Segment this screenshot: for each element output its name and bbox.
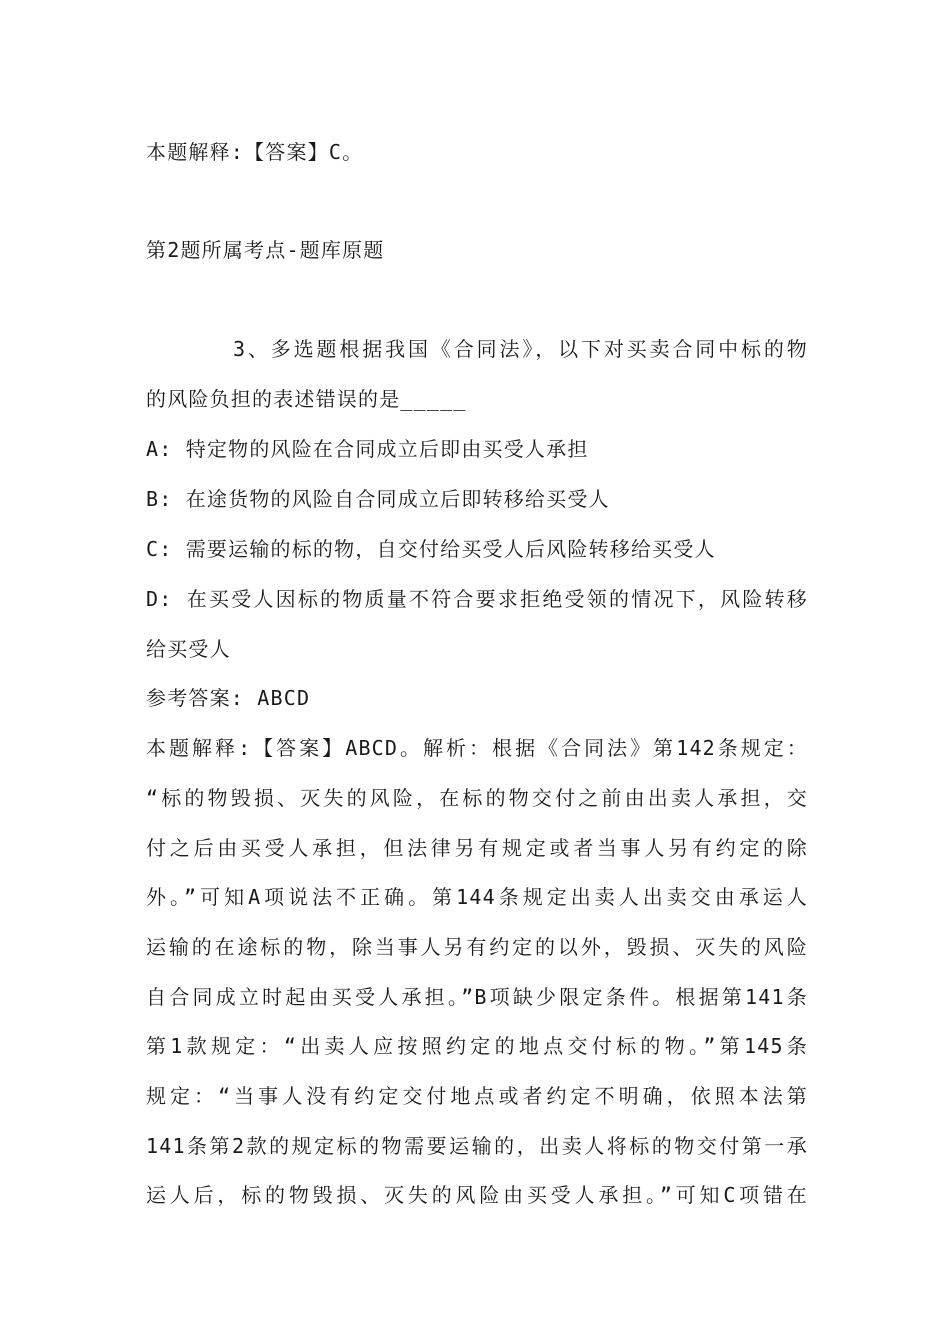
explanation-line: 本题解释:【答案】ABCD。解析：根据《合同法》第142条规定：	[146, 736, 808, 760]
question-2-source: 第2题所属考点-题库原题	[146, 238, 385, 262]
option-b: B: 在途货物的风险自合同成立后即转移给买受人	[146, 487, 610, 511]
option-d-line-2: 给买受人	[146, 637, 231, 661]
explanation-line: 自合同成立时起由买受人承担。”B项缺少限定条件。根据第141条	[146, 985, 808, 1009]
question-3-stem-line-2: 的风险负担的表述错误的是_____	[146, 387, 467, 411]
question-3-stem-line-1: 3、多选题根据我国《合同法》，以下对买卖合同中标的物	[233, 337, 808, 361]
explanation-line: “标的物毁损、灭失的风险，在标的物交付之前由出卖人承担，交	[146, 786, 808, 810]
explanation-line: 付之后由买受人承担，但法律另有规定或者当事人另有约定的除	[146, 836, 808, 860]
option-a: A: 特定物的风险在合同成立后即由买受人承担	[146, 437, 589, 461]
explanation-line: 外。”可知A项说法不正确。第144条规定出卖人出卖交由承运人	[146, 885, 808, 909]
explanation-line: 第1款规定：“出卖人应按照约定的地点交付标的物。”第145条	[146, 1034, 808, 1058]
explanation-line: 运输的在途标的物，除当事人另有约定的以外，毁损、灭失的风险	[146, 935, 808, 959]
previous-explanation: 本题解释:【答案】C。	[146, 140, 364, 164]
reference-answer: 参考答案: ABCD	[146, 686, 311, 710]
explanation-line: 运人后，标的物毁损、灭失的风险由买受人承担。”可知C项错在	[146, 1183, 808, 1207]
explanation-line: 141条第2款的规定标的物需要运输的，出卖人将标的物交付第一承	[146, 1134, 808, 1158]
option-d-line-1: D: 在买受人因标的物质量不符合要求拒绝受领的情况下，风险转移	[146, 587, 808, 611]
explanation-line: 规定：“当事人没有约定交付地点或者约定不明确，依照本法第	[146, 1084, 808, 1108]
option-c: C: 需要运输的标的物，自交付给买受人后风险转移给买受人	[146, 537, 716, 561]
